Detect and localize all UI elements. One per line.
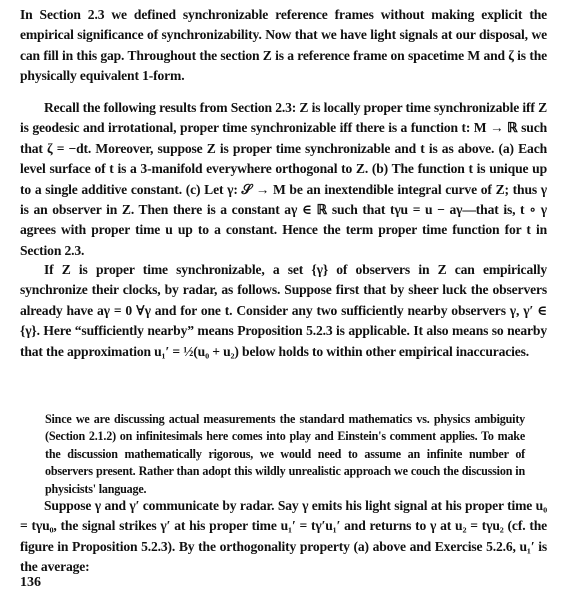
- remark-block: Since we are discussing actual measurements the standard mathematics vs. physics ambiguity (Section 2.1.2) on infinitesimals here comes into play and Einstein's comment applies. To make the discussion mathematically rigorous, we would need to assume an infinite number of observers present. Rather than adopt this wildly unrealistic approach we couch the discussion in physicists' language.: [45, 412, 525, 496]
- paragraph-recall: Recall the following results from Section 2.3: Z is locally proper time synchronizable iff Z is geodesic and irrotational, proper time synchronizable iff there is a function t: M → ℝ such that ζ = −dt. Moreover, suppose Z is proper time synchronizable and t is as above. (a) Each level surface of t is a 3-manifold everywhere orthogonal to Z. (b) The function t is unique up to a single additive constant. (c) Let γ: 𝒮 → M be an inextendible integral curve of Z; thus γ is an observer in Z. Then there is a constant aγ ∈ ℝ such that tγu = u − aγ—that is, t ∘ γ agrees with proper time u up to a constant. Hence the term proper time function for t in Section 2.3.: [20, 100, 547, 258]
- paragraph-synchronize: If Z is proper time synchronizable, a set {γ} of observers in Z can empirically synchronize their clocks, by radar, as follows. Suppose first that by sheer luck the observers already have aγ = 0 ∀γ and for one t. Consider any two sufficiently nearby observers γ, γ′ ∈ {γ}. Here “sufficiently nearby” means Proposition 5.2.3 is applicable. It also means so nearby that the approximation u₁′ = ½(u₀ + u₂) below holds to within other empirical inaccuracies.: [20, 262, 547, 359]
- page-number: 136: [20, 575, 41, 590]
- paragraph-radar: Suppose γ and γ′ communicate by radar. Say γ emits his light signal at his proper time u₀ = tγu₀, the signal strikes γ′ at his proper time u₁′ = tγ′u₁′ and returns to γ at u₂ = tγu₂ (cf. the figure in Proposition 5.2.3). By the orthogonality property (a) above and Exercise 5.2.6, u₁′ is the average:: [20, 498, 547, 575]
- paragraph-intro: In Section 2.3 we defined synchronizable reference frames without making explicit the empirical significance of synchronizability. Now that we have light signals at our disposal, we can fill in this gap. Throughout the section Z is a reference frame on spacetime M and ζ is the physically equivalent 1-form.: [20, 7, 547, 84]
